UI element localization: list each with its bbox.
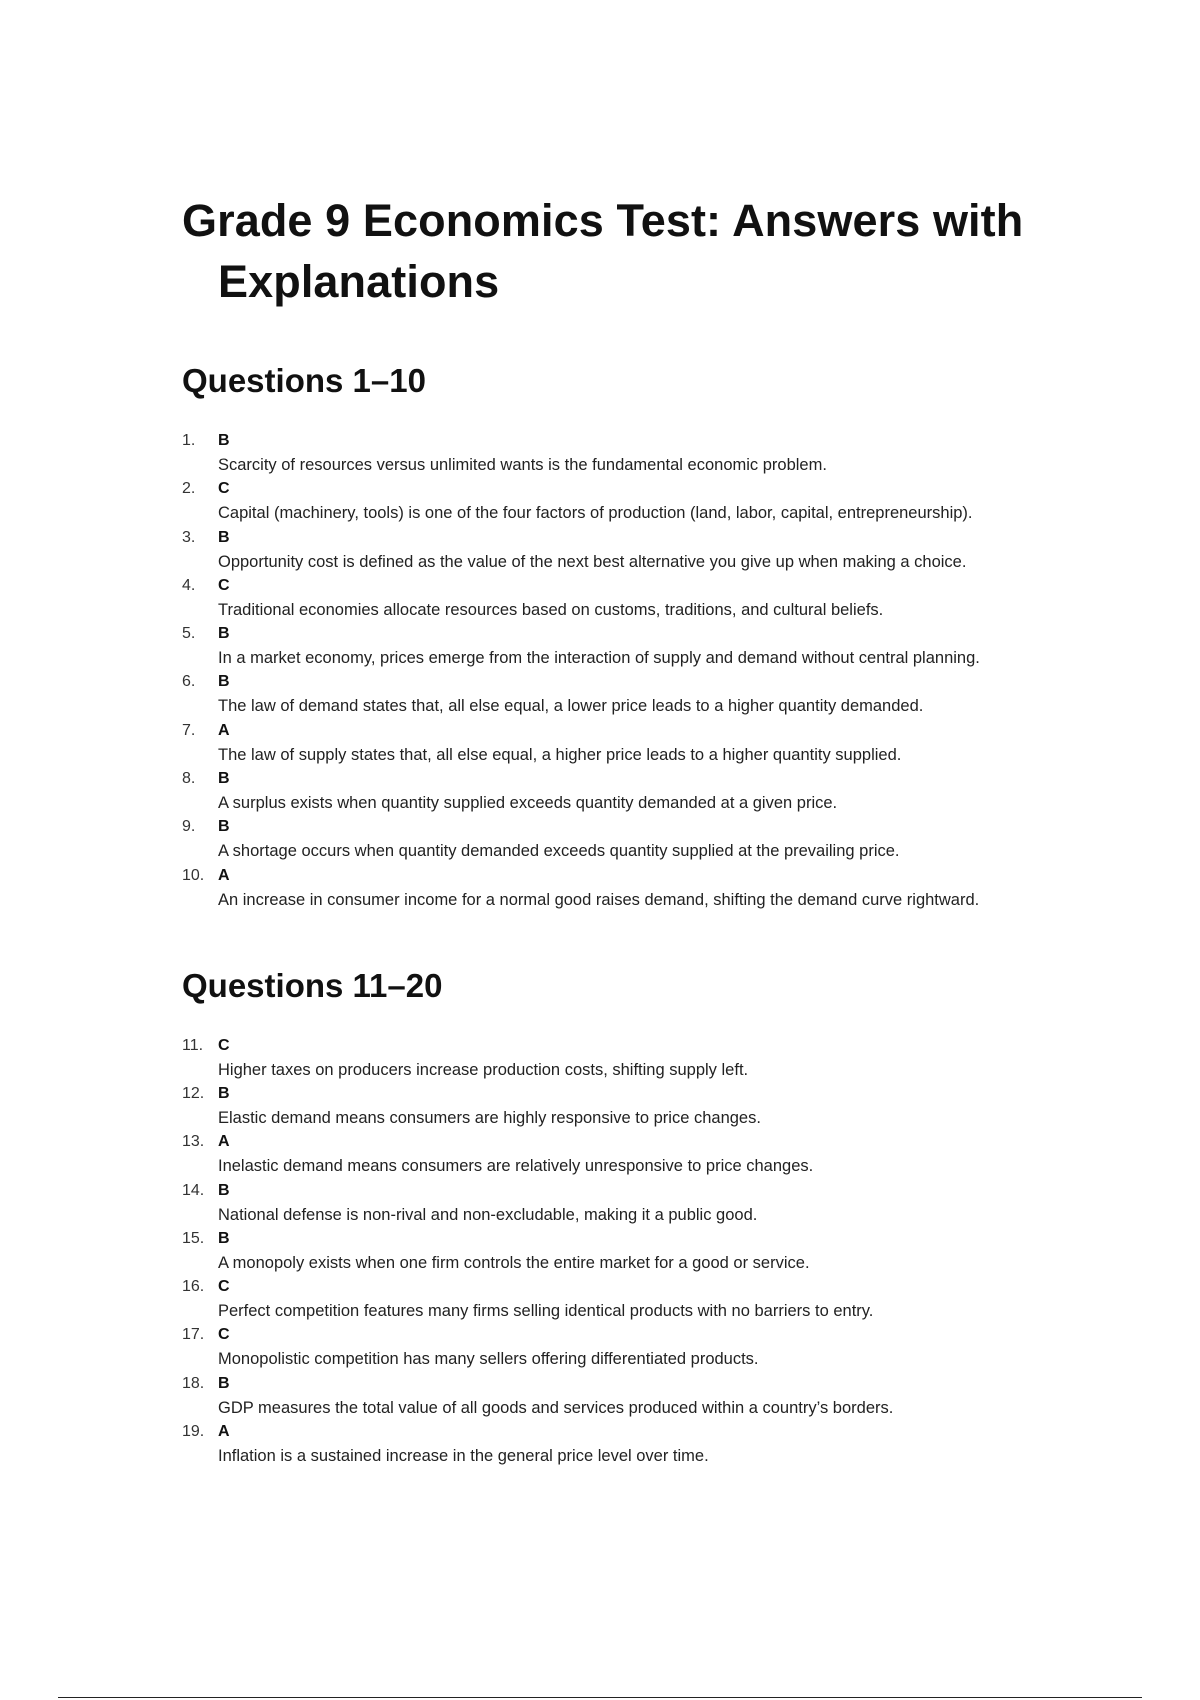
- answer-letter: B: [218, 770, 230, 788]
- question-number: 16.: [182, 1278, 205, 1296]
- answer-item: [182, 1420, 1082, 1468]
- answer-explanation: The law of demand states that, all else equal, a lower price leads to a higher quantity demanded.: [218, 697, 924, 716]
- answer-letter: B: [218, 528, 230, 546]
- answer-explanation: Inelastic demand means consumers are relatively unresponsive to price changes.: [218, 1157, 814, 1176]
- answer-explanation: Scarcity of resources versus unlimited wants is the fundamental economic problem.: [218, 456, 827, 474]
- answer-item: [182, 1275, 1082, 1323]
- question-number: 4.: [182, 576, 196, 594]
- answer-explanation: An increase in consumer income for a normal good raises demand, shifting the demand curve rightward.: [218, 890, 980, 909]
- document-title: Grade 9 Economics Test: Answers with Explanations: [182, 195, 1024, 307]
- question-number: 7.: [182, 721, 196, 739]
- answer-explanation: Traditional economies allocate resources based on customs, traditions, and cultural beliefs.: [218, 600, 884, 619]
- answer-item: [182, 767, 1082, 815]
- answer-letter: B: [218, 1084, 230, 1102]
- answer-letter: C: [218, 480, 230, 498]
- answer-letter: B: [218, 818, 230, 836]
- answer-item: [182, 622, 1082, 670]
- question-number: 14.: [182, 1181, 205, 1199]
- answer-item: [182, 1130, 1082, 1178]
- answer-letter: A: [218, 1133, 230, 1151]
- question-number: 15.: [182, 1229, 205, 1247]
- answer-item: [182, 1227, 1082, 1275]
- answer-item: [182, 1034, 1082, 1082]
- answer-letter: B: [218, 1374, 230, 1392]
- section-heading: Questions 1–10: [182, 362, 426, 399]
- question-number: 19.: [182, 1423, 205, 1441]
- answer-item: [182, 670, 1082, 718]
- answer-explanation: GDP measures the total value of all goods and services produced within a country’s borders.: [218, 1398, 894, 1417]
- answer-letter: C: [218, 1326, 230, 1344]
- answer-letter: B: [218, 625, 230, 643]
- question-number: 10.: [182, 866, 205, 884]
- answer-explanation: In a market economy, prices emerge from the interaction of supply and demand without central planning.: [218, 649, 980, 668]
- answer-item: [182, 1372, 1082, 1420]
- section-questions-1-10: [182, 361, 1082, 912]
- answer-letter: A: [218, 721, 230, 739]
- answer-letter: A: [218, 1423, 230, 1441]
- question-number: 3.: [182, 528, 196, 546]
- answer-letter: B: [218, 1229, 230, 1247]
- answer-explanation: A surplus exists when quantity supplied exceeds quantity demanded at a given price.: [218, 794, 838, 813]
- answer-explanation: Opportunity cost is defined as the value of the next best alternative you give up when making a choice.: [218, 552, 967, 571]
- answer-explanation: Perfect competition features many firms selling identical products with no barriers to entry.: [218, 1302, 874, 1321]
- answer-explanation: Elastic demand means consumers are highly responsive to price changes.: [218, 1108, 761, 1127]
- question-number: 9.: [182, 818, 196, 836]
- section-questions-11-20: [182, 966, 1082, 1468]
- answer-item: [182, 1082, 1082, 1130]
- footer-divider: [58, 1697, 1142, 1698]
- document-page: [182, 190, 1082, 1468]
- answer-letter: B: [218, 673, 230, 691]
- section-heading: Questions 11–20: [182, 966, 443, 1004]
- question-number: 13.: [182, 1133, 205, 1151]
- answer-item: [182, 429, 1082, 477]
- answer-item: [182, 719, 1082, 767]
- question-number: 5.: [182, 625, 196, 643]
- question-number: 8.: [182, 770, 196, 788]
- answer-letter: C: [218, 1278, 230, 1296]
- question-number: 11.: [182, 1036, 204, 1054]
- answer-list: [182, 429, 1082, 912]
- answer-letter: C: [218, 576, 230, 594]
- answer-letter: C: [218, 1036, 230, 1054]
- answer-explanation: Monopolistic competition has many sellers offering differentiated products.: [218, 1350, 759, 1369]
- answer-item: [182, 526, 1082, 574]
- answer-letter: B: [218, 432, 230, 449]
- answer-explanation: A monopoly exists when one firm controls the entire market for a good or service.: [218, 1253, 810, 1272]
- answer-letter: A: [218, 866, 230, 884]
- question-number: 18.: [182, 1374, 205, 1392]
- answer-explanation: Inflation is a sustained increase in the general price level over time.: [218, 1447, 709, 1466]
- question-number: 1.: [182, 432, 196, 449]
- answer-item: [182, 1323, 1082, 1371]
- answer-explanation: National defense is non-rival and non-excludable, making it a public good.: [218, 1205, 758, 1224]
- answer-list: [182, 1034, 1082, 1468]
- answer-letter: B: [218, 1181, 230, 1199]
- question-number: 6.: [182, 673, 196, 691]
- answer-explanation: Capital (machinery, tools) is one of the four factors of production (land, labor, capital, entrepreneurship).: [218, 504, 973, 523]
- answer-item: [182, 1179, 1082, 1227]
- answer-explanation: Higher taxes on producers increase production costs, shifting supply left.: [218, 1060, 749, 1079]
- answer-item: [182, 477, 1082, 525]
- answer-item: [182, 815, 1082, 863]
- question-number: 12.: [182, 1084, 205, 1102]
- answer-item: [182, 864, 1082, 912]
- answer-item: [182, 574, 1082, 622]
- question-number: 17.: [182, 1326, 205, 1344]
- answer-explanation: The law of supply states that, all else equal, a higher price leads to a higher quantity supplied.: [218, 745, 902, 764]
- question-number: 2.: [182, 480, 196, 498]
- answer-explanation: A shortage occurs when quantity demanded exceeds quantity supplied at the prevailing price.: [218, 842, 900, 861]
